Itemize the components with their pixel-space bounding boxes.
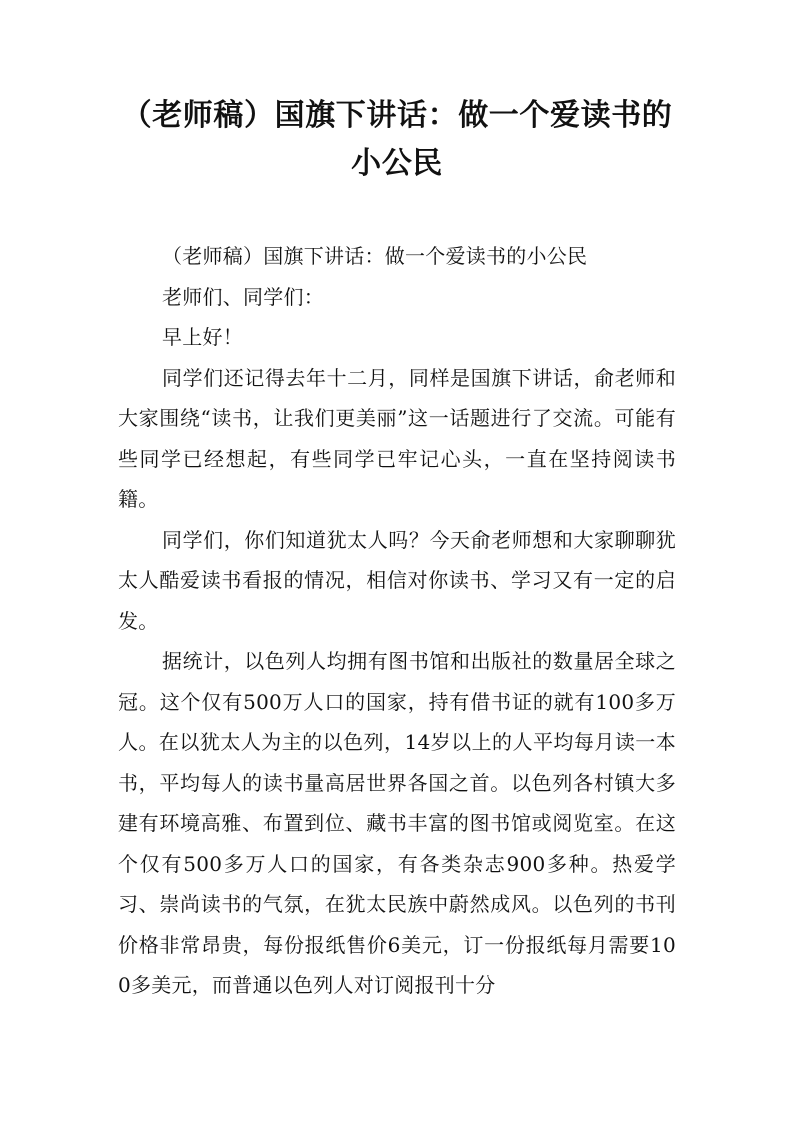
reading-memory-paragraph: 同学们还记得去年十二月，同样是国旗下讲话，俞老师和大家围绕“读书，让我们更美丽”这一话题进行了交流。可能有些同学已经想起，有些同学已牢记心头，一直在坚持阅读书籍。 <box>118 365 676 511</box>
israel-reading-statistics-paragraph: 据统计，以色列人均拥有图书馆和出版社的数量居全球之冠。这个仅有500万人口的国家，持有借书证的就有100多万人。在以犹太人为主的以色列，14岁以上的人平均每月读一本书，平均每人的读书量高居世界各国之首。以色列各村镇大多建有环境高雅、布置到位、藏书丰富的图书馆或阅览室。在这个仅有500多万人口的国家，有各类杂志900多种。热爱学习、崇尚读书的气氛，在犹太民族中蔚然成风。以色列的书刊价格非常昂贵，每份报纸售价6美元，订一份报纸每月需要100多美元，而普通以色列人对订阅报刊十分 <box>118 649 676 997</box>
document-body <box>118 236 676 1006</box>
document-title: （老师稿）国旗下讲话：做一个爱读书的小公民 <box>121 98 673 181</box>
intro-title-paragraph: （老师稿）国旗下讲话：做一个爱读书的小公民 <box>162 244 588 268</box>
jewish-reading-intro-paragraph: 同学们，你们知道犹太人吗？今天俞老师想和大家聊聊犹太人酷爱读书看报的情况，相信对你读书、学习又有一定的启发。 <box>118 527 676 633</box>
salutation-paragraph: 老师们、同学们： <box>162 284 324 309</box>
greeting-paragraph: 早上好！ <box>162 325 243 349</box>
